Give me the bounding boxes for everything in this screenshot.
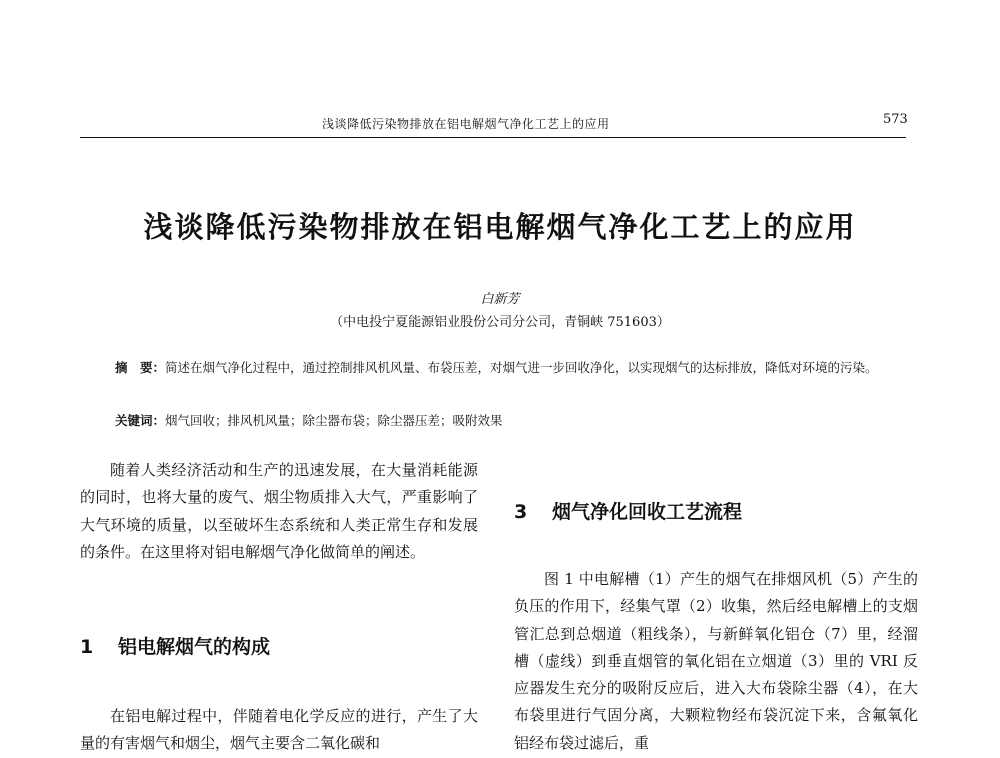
article-title: 浅谈降低污染物排放在铝电解烟气净化工艺上的应用 [143, 210, 857, 244]
keywords-label: 关键词： [115, 413, 166, 428]
section-3-heading [514, 497, 742, 524]
section-3-paragraph-text: 图 1 中电解槽（1）产生的烟气在排烟风机（5）产生的负压的作用下，经集气罩（2）收集，然后经电解槽上的支烟管汇总到总烟道（粗线条），与新鲜氧化铝仓（7）里，经溜槽（虚线）到垂直烟管的氧化铝在立烟道（3）里的 VRI 反应器发生充分的吸附反应后，进入大布袋除尘器（4），在大布袋里进行气固分离，大颗粒物经布袋沉淀下来，含氟氧化铝经布袋过滤后，重 [514, 570, 918, 752]
abstract-text: 简述在烟气净化过程中，通过控制排风机风量、布袋压差，对烟气进一步回收净化，以实现烟气的达标排放，降低对环境的污染。 [165, 360, 878, 375]
intro-paragraph-text: 随着人类经济活动和生产的迅速发展，在大量消耗能源的同时，也将大量的废气、烟尘物质排入大气，严重影响了大气环境的质量，以至破坏生态系统和人类正常生存和发展的条件。在这里将对铝电解烟气净化做简单的阐述。 [80, 461, 478, 561]
abstract [115, 357, 905, 379]
header-rule [80, 137, 906, 138]
keywords-text: 烟气回收；排风机风量；除尘器布袋；除尘器压差；吸附效果 [165, 413, 503, 428]
section-1-title: 铝电解烟气的构成 [118, 636, 271, 658]
keywords [115, 411, 905, 429]
author-affiliation: （中电投宁夏能源铝业股份公司分公司，青铜峡 751603） [330, 315, 670, 330]
author-name: 白新芳 [480, 292, 520, 307]
section-1-paragraph-text: 在铝电解过程中，伴随着电化学反应的进行，产生了大量的有害烟气和烟尘，烟气主要含二氧化碳和 [80, 707, 478, 753]
intro-paragraph [80, 457, 478, 566]
section-1-paragraph [80, 703, 478, 758]
page-number: 573 [883, 112, 908, 127]
section-3-paragraph [514, 566, 918, 757]
section-3-number: 3 [514, 501, 528, 523]
section-1-number: 1 [80, 636, 94, 658]
running-header-title: 浅谈降低污染物排放在铝电解烟气净化工艺上的应用 [322, 117, 610, 131]
abstract-label: 摘 要： [115, 360, 166, 375]
section-3-title: 烟气净化回收工艺流程 [552, 501, 743, 523]
section-1-heading [80, 632, 270, 659]
